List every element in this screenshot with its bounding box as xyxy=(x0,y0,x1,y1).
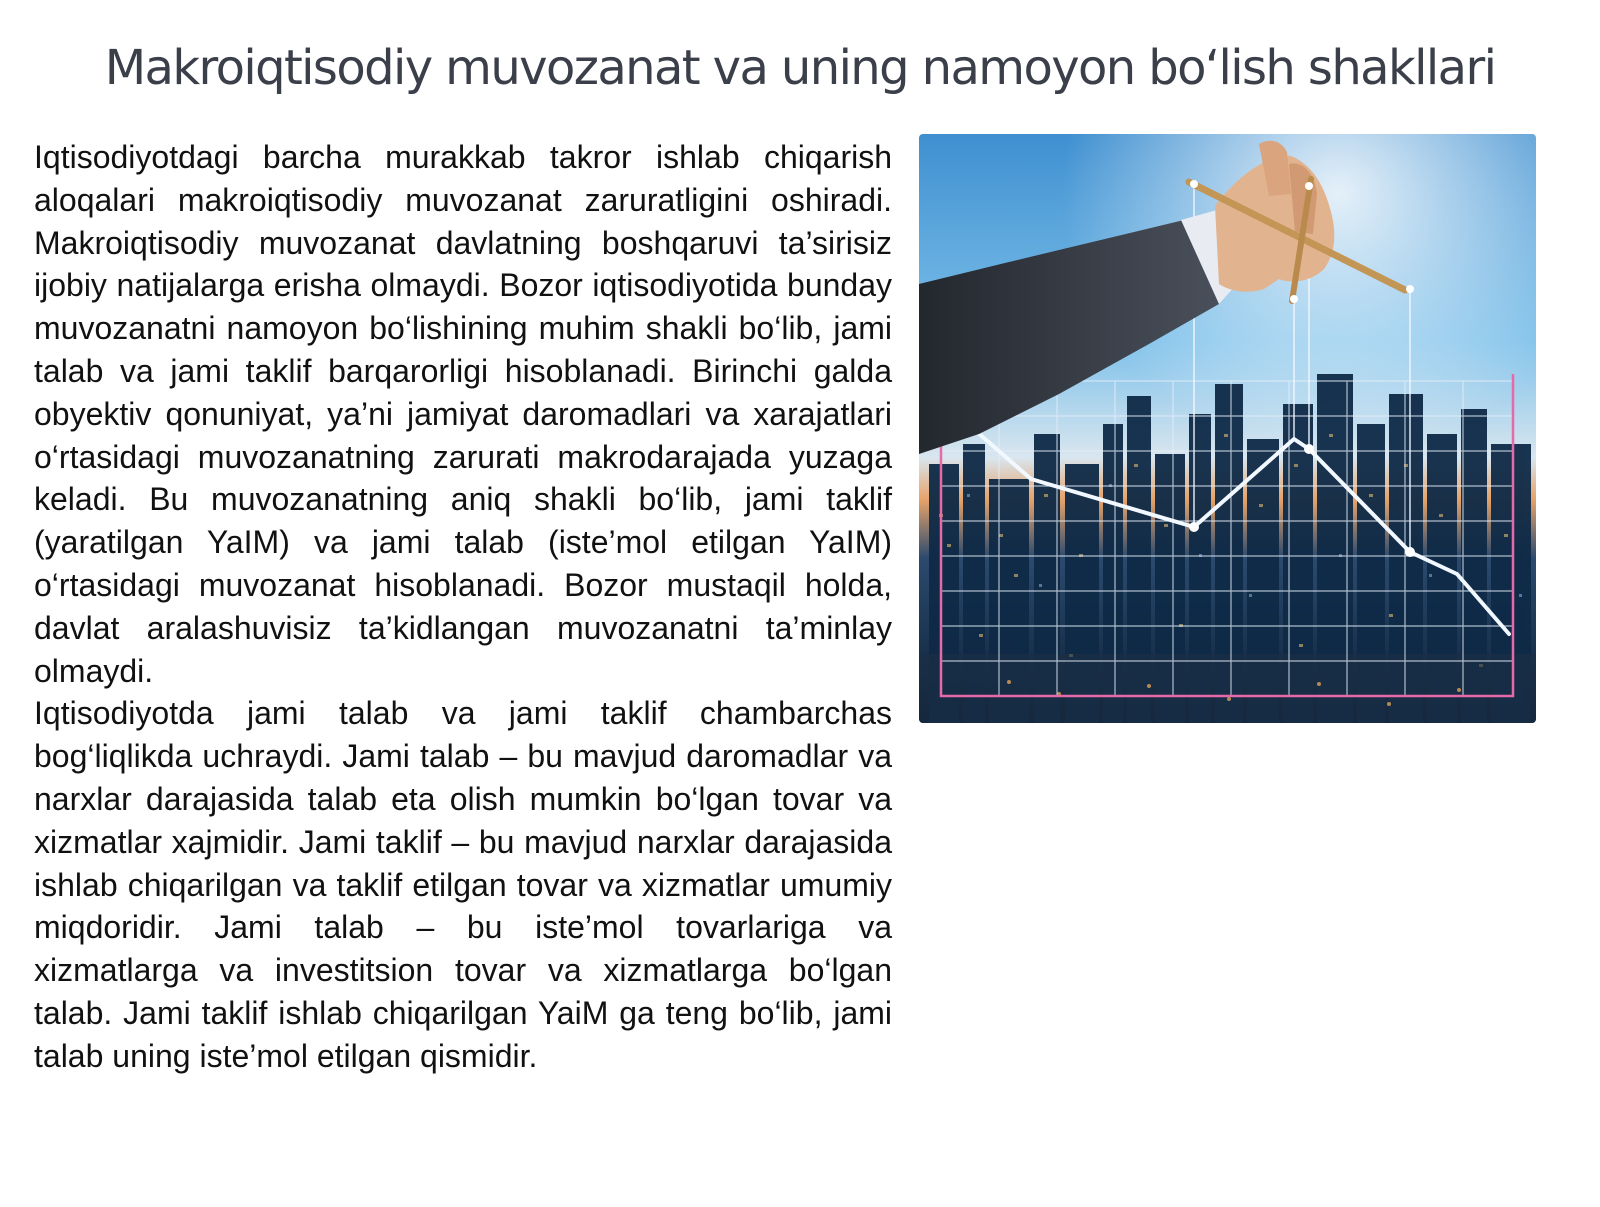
paragraph-1: Iqtisodiyotdagi barcha murakkab takror ishlab chiqarish aloqalari makroiqtisodiy muvozanat zaruratligini oshiradi. Makroiqtisodiy muvozanat davlatning boshqaruvi ta’sirisiz ijobiy natijalarga erisha olmaydi. Bozor iqtisodiyotida bunday muvozanatni namoyon bo‘lishining muhim shakli bo‘lib, jami talab va jami taklif barqarorligi hisoblanadi. Birinchi galda obyektiv qonuniyat, ya’ni jamiyat daromadlari va xarajatlari o‘rtasidagi muvozanatning zarurati makrodarajada yuzaga keladi. Bu muvozanatning aniq shakli bo‘lib, jami taklif (yaratilgan YaIM) va jami talab (iste’mol etilgan YaIM) o‘rtasidagi muvozanat hisoblanadi. Bozor mustaqil holda, davlat aralashuvisiz ta’kidlangan muvozanatni ta’minlay olmaydi. xyxy=(34,139,892,689)
illustration-image xyxy=(919,134,1536,723)
body-text xyxy=(34,136,892,1078)
puppeteer-chart-illustration xyxy=(919,134,1536,723)
paragraph-2: Iqtisodiyotda jami talab va jami taklif chambarchas bog‘liqlikda uchraydi. Jami talab – bu mavjud daromadlar va narxlar darajasida talab eta olish mumkin bo‘lgan tovar va xizmatlar xajmidir. Jami taklif – bu mavjud narxlar darajasida ishlab chiqarilgan va taklif etilgan tovar va xizmatlar umumiy miqdoridir. Jami talab – bu iste’mol tovarlariga va xizmatlarga va investitsion tovar va xizmatlarga bo‘lgan talab. Jami taklif ishlab chiqarilgan YaiM ga teng bo‘lib, jami talab uning iste’mol etilgan qismidir. xyxy=(34,695,892,1074)
page-title: Makroiqtisodiy muvozanat va uning namoyon bo‘lish shakllari xyxy=(104,40,1496,96)
